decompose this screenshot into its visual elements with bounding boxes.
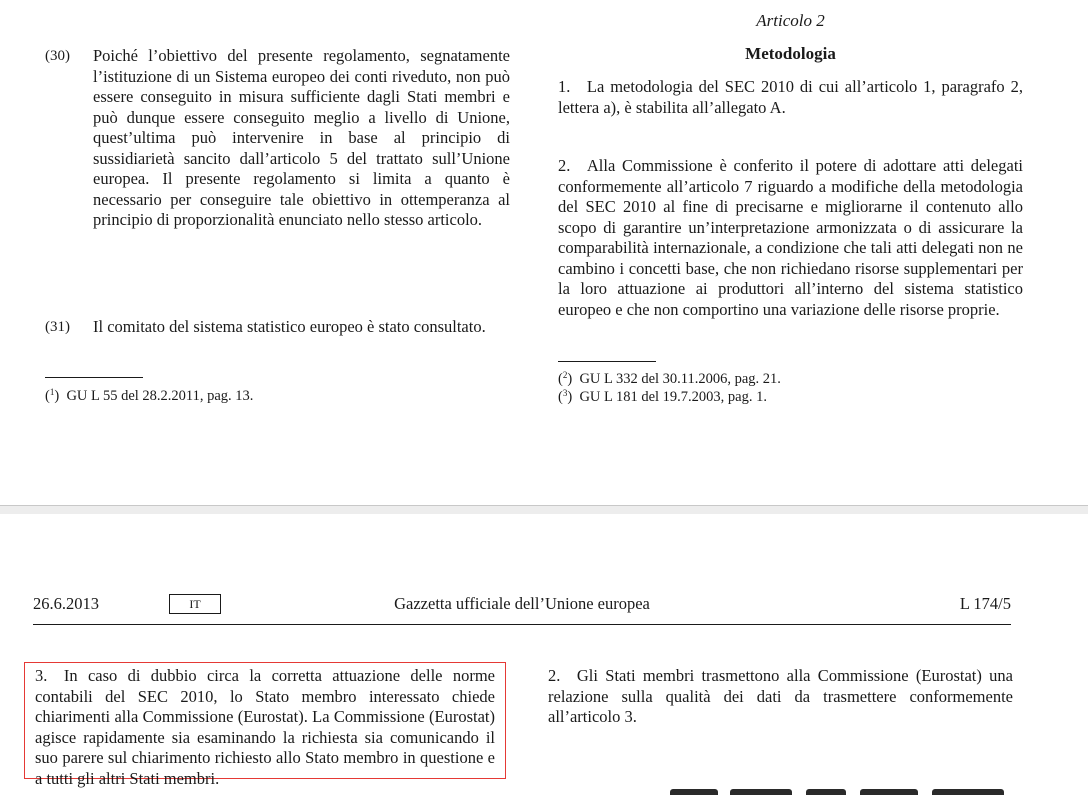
highlighted-paragraph-text: 3. In caso di dubbio circa la corretta attuazione delle norme contabili del SEC 2010, lo Stato membro interessato chiede chiarimenti alla Commissione (Eurostat). La Commissione (Eurostat) agisce rapidamente sia esaminando la richiesta sia comunicando il suo parere sul chiarimento richiesto allo Stato membro in questione e a tutti gli altri Stati membri.: [35, 666, 495, 788]
recital-text: Il comitato del sistema statistico europeo è stato consultato.: [93, 317, 486, 336]
footnote-mark: 2: [562, 370, 568, 380]
footnote-separator: [558, 361, 656, 362]
footnote-separator: [45, 377, 143, 378]
footnote-mark: 3: [562, 388, 568, 398]
footnote-3: ($^3$) GU L 181 del 19.7.2003, pag. 1.: [558, 388, 767, 405]
highlighted-paragraph-box: [24, 662, 506, 788]
article-paragraph-2: 2. Alla Commissione è conferito il potere di adottare atti delegati conformemente all’articolo 7 riguardo a modifiche della metodologia del SEC 2010 al fine di precisarne e migliorarne il contenuto allo scopo di garantire un’interpretazione armonizzata o di assicurare la comparabilità internazionale, a condizione che tali atti delegati non ne cambino i concetti base, che non richiedano risorse supplementari per la loro attuazione ai produttori all’interno del sistema statistico europeo e che non comportino una variazione delle risorse proprie.: [558, 156, 1023, 319]
recital-text: Poiché l’obiettivo del presente regolamento, segnatamente l’istituzione di un Sistema europeo dei conti riveduto, non può essere conseguito in misura sufficiente dagli Stati membri e può dunque essere conseguito meglio a livello di Unione, quest’ultima può intervenire in base al principio di sussidiarietà sancito dall’articolo 5 del trattato sull’Unione europea. Il presente regolamento si limita a quanto è necessario per conseguire tale obiettivo in ottemperanza al principio di proporzionalità enunciato nello stesso articolo.: [93, 46, 510, 229]
footnote-text: GU L 332 del 30.11.2006, pag. 21.: [579, 371, 781, 387]
footnote-text: GU L 55 del 28.2.2011, pag. 13.: [66, 388, 254, 404]
journal-title: Gazzetta ufficiale dell’Unione europea: [394, 594, 650, 613]
page-reference: L 174/5: [959, 594, 1011, 613]
document-page-bottom: [0, 514, 1088, 795]
language-badge: IT: [169, 594, 221, 614]
article-paragraph-1: 1. La metodologia del SEC 2010 di cui all’articolo 1, paragrafo 2, lettera a), è stabilita all’allegato A.: [558, 77, 1023, 117]
recital-number: (31): [45, 319, 70, 335]
article-paragraph-2-right: 2. Gli Stati membri trasmettono alla Commissione (Eurostat) una relazione sulla qualità dei dati da trasmettere conformemente all’articolo 3.: [548, 666, 1013, 726]
publication-date: 26.6.2013: [33, 594, 99, 613]
recital-number: (30): [45, 48, 70, 64]
footnote-text: GU L 181 del 19.7.2003, pag. 1.: [579, 389, 767, 405]
recital-30: [45, 46, 510, 231]
truncated-text-line: [548, 784, 1013, 795]
article-number: Articolo 2: [756, 11, 825, 30]
header-rule: [33, 624, 1011, 625]
footnote-mark: 1: [49, 387, 55, 397]
footnote-1: ($^1$) GU L 55 del 28.2.2011, pag. 13.: [45, 387, 254, 404]
article-heading: Metodologia: [745, 44, 836, 63]
footnote-2: ($^2$) GU L 332 del 30.11.2006, pag. 21.: [558, 370, 781, 387]
recital-31: [45, 317, 510, 338]
